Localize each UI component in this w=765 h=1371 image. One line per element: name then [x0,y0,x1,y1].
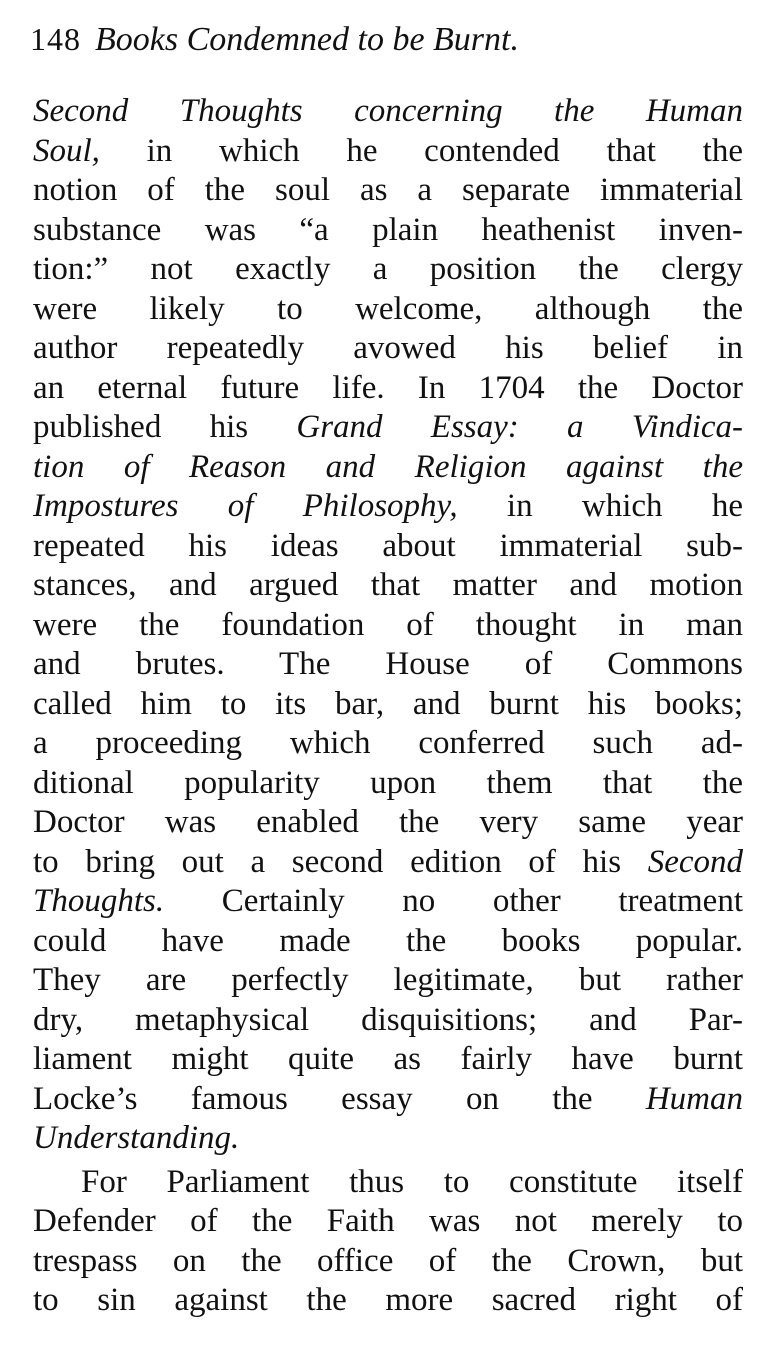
text-segment: Certainly no other treatment [164,883,743,919]
text-line [33,250,743,290]
text-line [33,448,743,488]
paragraph [33,1159,743,1321]
text-segment: They are perfectly legitimate, but rather [33,962,743,998]
text-segment: called him to its bar, and burnt his books; [33,685,743,722]
text-segment: Defender of the Faith was not merely to [33,1203,743,1239]
italic-text: Impostures of Philosophy, [33,488,458,524]
italic-text: Second [647,843,743,880]
text-segment: published his [33,409,297,445]
text-segment: stances, and argued that matter and motion [33,567,743,603]
body-text [33,92,743,1321]
italic-text: Understanding. [33,1120,240,1156]
text-line [33,408,743,448]
text-line [33,1202,743,1242]
text-line [33,290,743,330]
text-segment: a proceeding which conferred such ad- [33,725,743,761]
text-segment: notion of the soul as a separate immaterial [33,172,743,208]
text-line [33,132,743,172]
text-segment: could have made the books popular. [33,922,743,959]
italic-text: Thoughts. [33,883,165,919]
text-segment: trespass on the office of the Crown, but [33,1242,743,1279]
text-segment: repeated his ideas about immaterial sub- [33,527,743,564]
text-line [33,1080,743,1120]
text-segment: ditional popularity upon them that the [33,764,743,801]
text-segment: author repeatedly avowed his belief in [33,330,743,366]
text-segment: dry, metaphysical disquisitions; and Par- [33,1001,743,1038]
text-line [33,566,743,606]
text-segment: in which he contended that the [99,132,743,169]
text-segment: in which he [457,488,743,524]
text-line [33,961,743,1001]
text-line [33,1281,743,1321]
text-segment: liament might quite as fairly have burnt [33,1041,743,1077]
page-number: 148 [30,21,81,57]
text-segment: tion:” not exactly a position the clergy [33,251,743,287]
page-header [30,14,730,64]
text-line [33,329,743,369]
text-line [33,685,743,725]
text-line [33,92,743,132]
text-line [33,1119,743,1159]
italic-text: Second Thoughts concerning the Human [33,93,743,129]
italic-text: Human [645,1080,743,1117]
text-line [33,369,743,409]
text-segment: were the foundation of thought in man [33,606,743,643]
text-line [33,171,743,211]
text-line [33,1040,743,1080]
text-segment: Doctor was enabled the very same year [33,804,743,840]
paragraph [33,92,743,1159]
running-title: Books Condemned to be Burnt. [95,21,519,58]
text-line [33,645,743,685]
text-line [33,1001,743,1041]
italic-text: Soul, [33,132,100,169]
text-line [33,843,743,883]
text-line [33,882,743,922]
text-line [33,764,743,804]
text-line [33,724,743,764]
text-segment: were likely to welcome, although the [33,290,743,327]
text-line [33,527,743,567]
text-segment: Locke’s famous essay on the [33,1080,646,1117]
italic-text: tion of Reason and Religion against the [33,448,743,485]
text-line [33,1242,743,1282]
text-line [33,211,743,251]
text-line [33,1163,743,1203]
text-line [33,922,743,962]
text-segment: substance was “a plain heathenist inven- [33,211,743,248]
text-segment: to sin against the more sacred right of [33,1282,743,1318]
text-segment: and brutes. The House of Commons [33,646,743,682]
text-line [33,606,743,646]
text-segment: an eternal future life. In 1704 the Doctor [33,369,743,406]
text-line [33,487,743,527]
text-line [33,803,743,843]
text-segment: For Parliament thus to constitute itself [81,1163,743,1200]
italic-text: Grand Essay: a Vindica- [296,409,743,445]
text-segment: to bring out a second edition of his [33,843,648,880]
